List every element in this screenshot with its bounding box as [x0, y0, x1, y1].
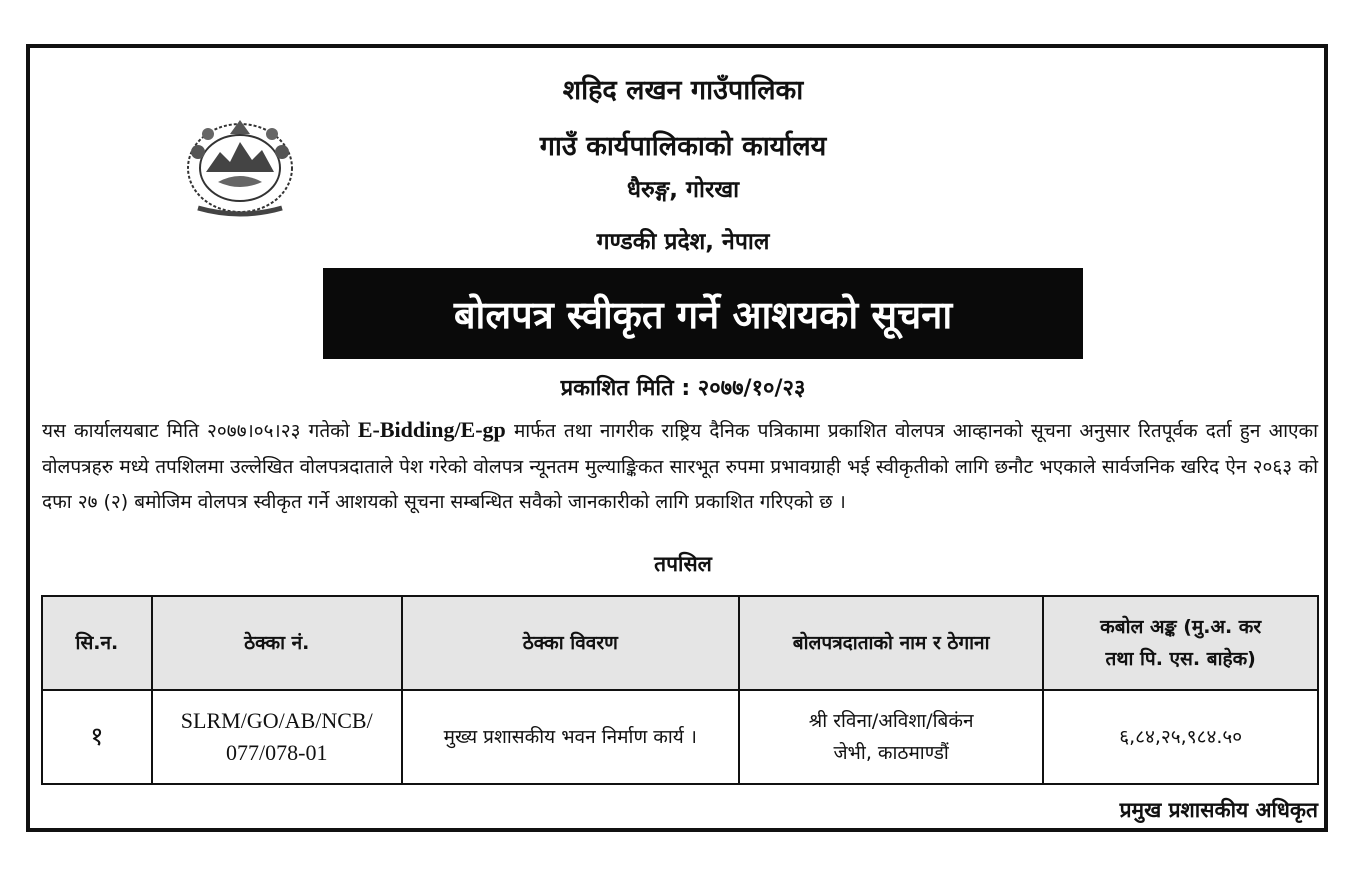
contract-no-line2: 077/078-01: [226, 740, 328, 765]
table-row: [42, 690, 1318, 784]
bid-table: [41, 595, 1319, 785]
col-header-description: ठेक्का विवरण: [402, 596, 739, 690]
table-header-row: [42, 596, 1318, 690]
signatory-title: प्रमुख प्रशासकीय अधिकृत: [1119, 798, 1318, 822]
body-text-part2: मार्फत तथा नागरीक राष्ट्रिय दैनिक पत्रिकामा प्रकाशित वोलपत्र आव्हानको सूचना अनुसार रितपूर्वक दर्ता हुन आएका वोलपत्रहरु मध्ये तपशिलमा उल्लेखित वोलपत्रदाताले पेश गरेको वोलपत्र न्यूनतम मुल्याङ्किकत सारभूत रुपमा प्रभावग्राही भई स्वीकृतीको लागि छनौट भएकाले सार्वजनिक खरिद ऐन २०६३ को दफा २७ (२) बमोजिम वोलपत्र स्वीकृत गर्ने आशयको सूचना सम्बन्धित सवैको जानकारीको लागि प्रकाशित गरिएको छ ।: [42, 420, 1319, 513]
col-header-contract-no: ठेक्का नं.: [152, 596, 402, 690]
municipality-name: शहिद लखन गाउँपालिका: [562, 75, 804, 106]
cell-sn: १: [42, 690, 152, 784]
cell-contract-no: [152, 690, 402, 784]
body-bold-term: E-Bidding/E-gp: [357, 417, 506, 442]
published-date: प्रकाशित मिति : २०७७/१०/२३: [560, 376, 806, 401]
col-header-sn: सि.न.: [42, 596, 152, 690]
cell-bidder: [739, 690, 1043, 784]
contract-no-line1: SLRM/GO/AB/NCB/: [180, 708, 373, 733]
bidder-line1: श्री रविना/अविशा/बिकंन: [808, 710, 974, 732]
notice-title-banner: [323, 268, 1083, 359]
office-name: गाउँ कार्यपालिकाको कार्यालय: [539, 131, 827, 162]
col-header-bidder: बोलपत्रदाताको नाम र ठेगाना: [739, 596, 1043, 690]
amount-header-line2: तथा पि. एस. बाहेक): [1105, 648, 1256, 670]
province-country: गण्डकी प्रदेश, नेपाल: [596, 229, 770, 255]
body-text-part1: यस कार्यालयबाट मिति २०७७।०५।२३ गतेको: [42, 420, 358, 442]
bidder-line2: जेभी, काठमाण्डौं: [833, 742, 949, 764]
office-location: धैरुङ्ग, गोरखा: [626, 177, 740, 203]
notice-body: [42, 412, 1318, 521]
amount-header-line1: कबोल अङ्क (मु.अ. कर: [1100, 616, 1262, 638]
cell-description: मुख्य प्रशासकीय भवन निर्माण कार्य ।: [402, 690, 739, 784]
notice-title: बोलपत्र स्वीकृत गर्ने आशयको सूचना: [453, 292, 953, 337]
col-header-amount: [1043, 596, 1318, 690]
schedule-heading: तपसिल: [654, 552, 712, 576]
cell-amount: ६,८४,२५,९८४.५०: [1043, 690, 1318, 784]
